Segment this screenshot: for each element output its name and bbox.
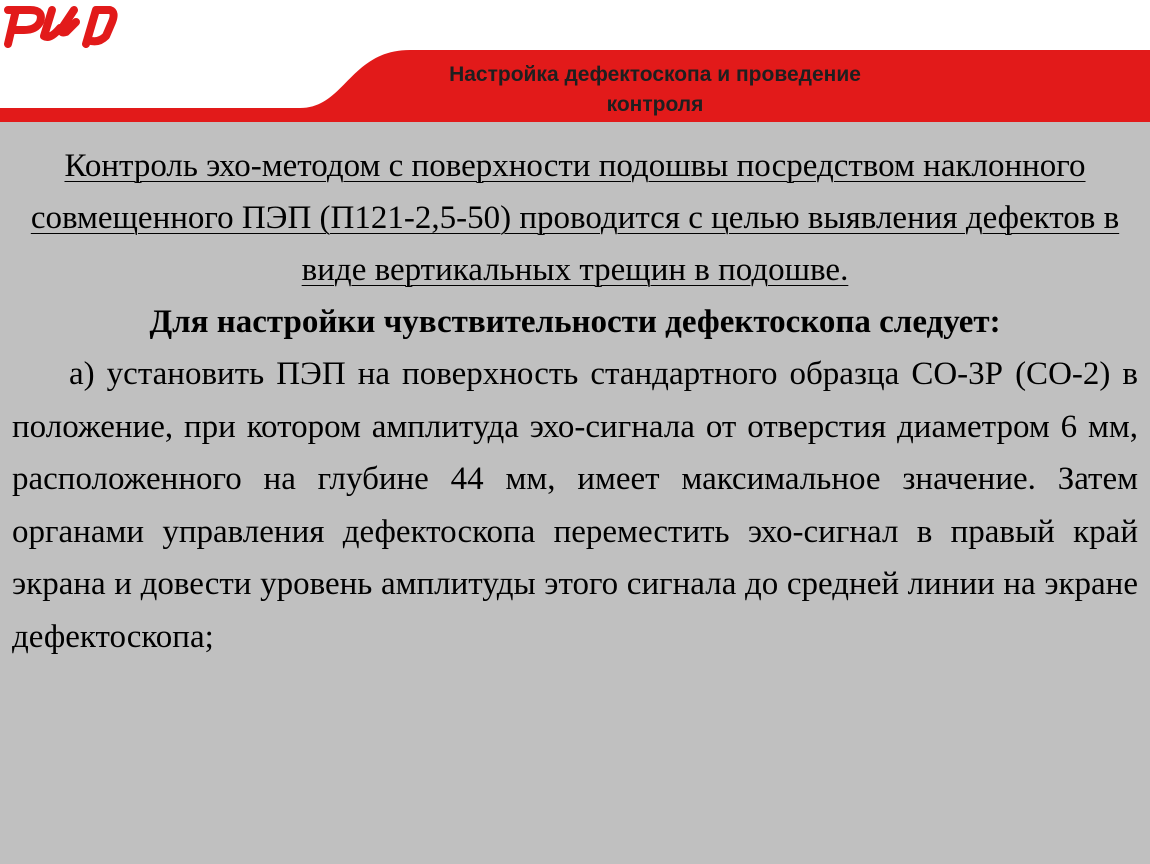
slide-header bbox=[0, 0, 1150, 122]
slide-content bbox=[12, 140, 1138, 663]
rzd-logo-icon bbox=[0, 0, 118, 48]
intro-paragraph: Контроль эхо-методом с поверхности подошвы посредством наклонного совмещенного ПЭП (П121-2,5-50) проводится с целью выявления дефектов в виде вертикальных трещин в подошве. bbox=[30, 148, 1120, 288]
slide-title: Настройка дефектоскопа и проведение контроля bbox=[449, 63, 861, 116]
sensitivity-heading: Для настройки чувствительности дефектоскопа следует: bbox=[149, 304, 1001, 340]
step-a-paragraph: а) установить ПЭП на поверхность стандартного образца СО-3Р (СО-2) в положение, при котором амплитуда эхо-сигнала от отверстия диаметром 6 мм, расположенного на глубине 44 мм, имеет максимальное значение. Затем органами управления дефектоскопа переместить эхо-сигнал в правый край экрана и довести уровень амплитуды этого сигнала до средней линии на экране дефектоскопа; bbox=[12, 356, 1138, 655]
